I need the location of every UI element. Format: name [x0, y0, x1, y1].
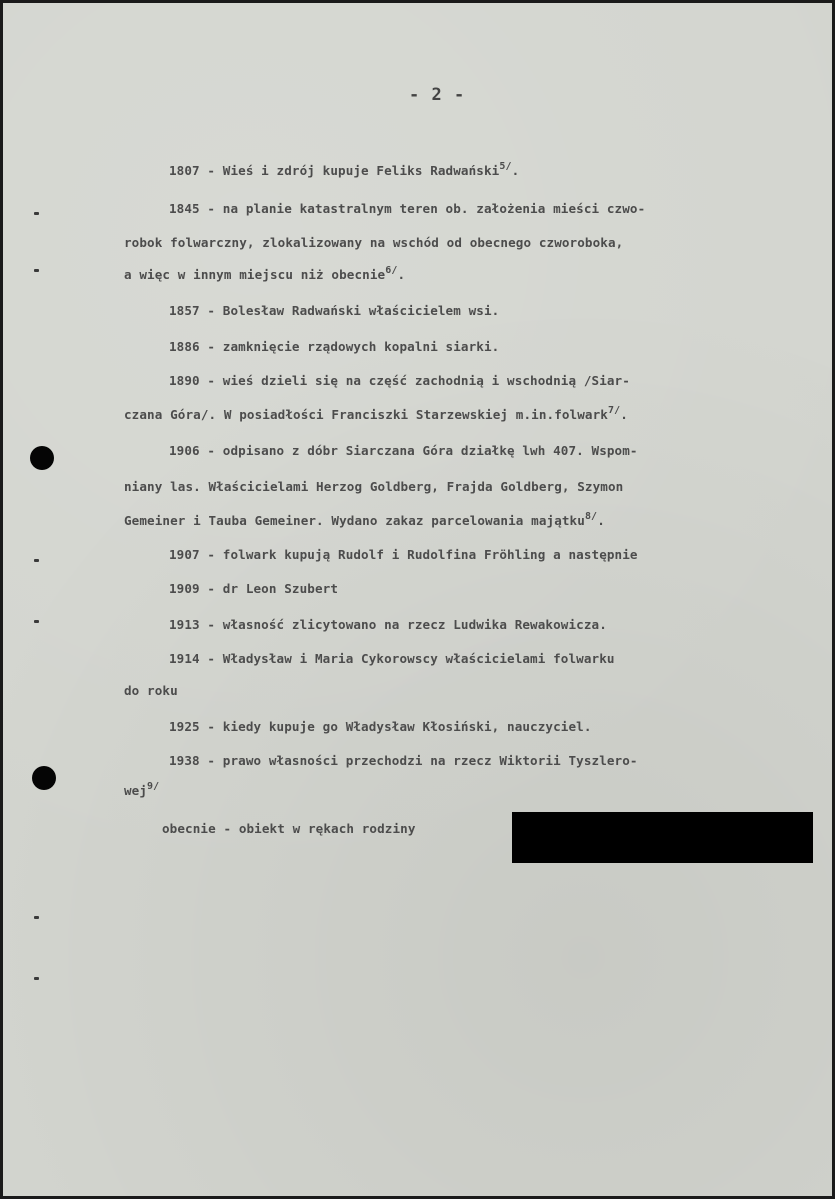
speck-mark	[34, 212, 39, 215]
speck-mark	[34, 269, 39, 272]
entry-line	[169, 547, 638, 562]
entry-text: a więc w innym miejscu niż obecnie	[124, 267, 386, 282]
entry-line	[169, 163, 519, 178]
punch-hole	[30, 446, 54, 470]
entry-line	[124, 783, 159, 798]
redaction-block	[512, 812, 813, 863]
entry-line	[169, 339, 499, 354]
entry-text: robok folwarczny, zlokalizowany na wschód od obecnego czworoboka,	[124, 235, 624, 250]
entry-text: 1938 - prawo własności przechodzi na rzecz Wiktorii Tyszlero-	[169, 753, 638, 768]
footnote-ref: 7/	[607, 405, 621, 416]
entry-text: obecnie - obiekt w rękach rodziny	[162, 821, 416, 836]
entry-line	[124, 513, 605, 528]
entry-line	[162, 821, 416, 836]
entry-line	[124, 235, 623, 250]
entry-line	[169, 373, 630, 388]
entry-text: 1906 - odpisano z dóbr Siarczana Góra działkę lwh 407. Wspom-	[169, 443, 638, 458]
page-number: - 2 -	[409, 85, 466, 105]
entry-suffix: .	[397, 267, 406, 282]
entry-text: czana Góra/. W posiadłości Franciszki Starzewskiej m.in.folwark	[124, 407, 608, 422]
entry-text: 1914 - Władysław i Maria Cykorowscy właścicielami folwarku	[169, 651, 615, 666]
entry-suffix: .	[620, 407, 628, 422]
entry-line	[169, 303, 499, 318]
speck-mark	[34, 916, 39, 919]
entry-text: 1890 - wieś dzieli się na część zachodnią i wschodnią /Siar-	[169, 373, 630, 388]
entry-text: 1857 - Bolesław Radwański właścicielem wsi.	[169, 303, 500, 318]
footnote-ref: 6/	[385, 265, 398, 276]
entry-text: 1907 - folwark kupują Rudolf i Rudolfina Fröhling a następnie	[169, 547, 638, 562]
speck-mark	[34, 977, 39, 980]
entry-line	[169, 651, 615, 666]
speck-mark	[34, 620, 39, 623]
entry-text: 1913 - własność zlicytowano na rzecz Ludwika Rewakowicza.	[169, 617, 607, 632]
entry-line	[124, 267, 405, 282]
entry-suffix: .	[511, 163, 520, 178]
entry-text: 1845 - na planie katastralnym teren ob. założenia mieści czwo-	[169, 201, 646, 216]
entry-text: Gemeiner i Tauba Gemeiner. Wydano zakaz parcelowania majątku	[124, 513, 585, 528]
footnote-ref: 9/	[147, 781, 160, 792]
entry-line	[169, 719, 592, 734]
entry-text: niany las. Właścicielami Herzog Goldberg, Frajda Goldberg, Szymon	[124, 479, 624, 494]
entry-line	[124, 683, 178, 698]
entry-text: 1807 - Wieś i zdrój kupuje Feliks Radwański	[169, 163, 500, 178]
entry-text: 1909 - dr Leon Szubert	[169, 581, 339, 596]
entry-line	[169, 201, 645, 216]
footnote-ref: 8/	[584, 511, 598, 522]
speck-mark	[34, 559, 39, 562]
punch-hole	[32, 766, 56, 790]
entry-text: wej	[124, 783, 148, 798]
entry-line	[169, 617, 607, 632]
entry-line	[169, 753, 638, 768]
entry-text: 1925 - kiedy kupuje go Władysław Kłosiński, nauczyciel.	[169, 719, 592, 734]
document-page	[3, 3, 832, 1196]
entry-text: 1886 - zamknięcie rządowych kopalni siarki.	[169, 339, 500, 354]
entry-line	[169, 581, 338, 596]
entry-line	[124, 479, 623, 494]
entry-line	[169, 443, 638, 458]
entry-suffix: .	[597, 513, 605, 528]
entry-text: do roku	[124, 683, 178, 698]
entry-line	[124, 407, 628, 422]
footnote-ref: 5/	[499, 161, 512, 172]
